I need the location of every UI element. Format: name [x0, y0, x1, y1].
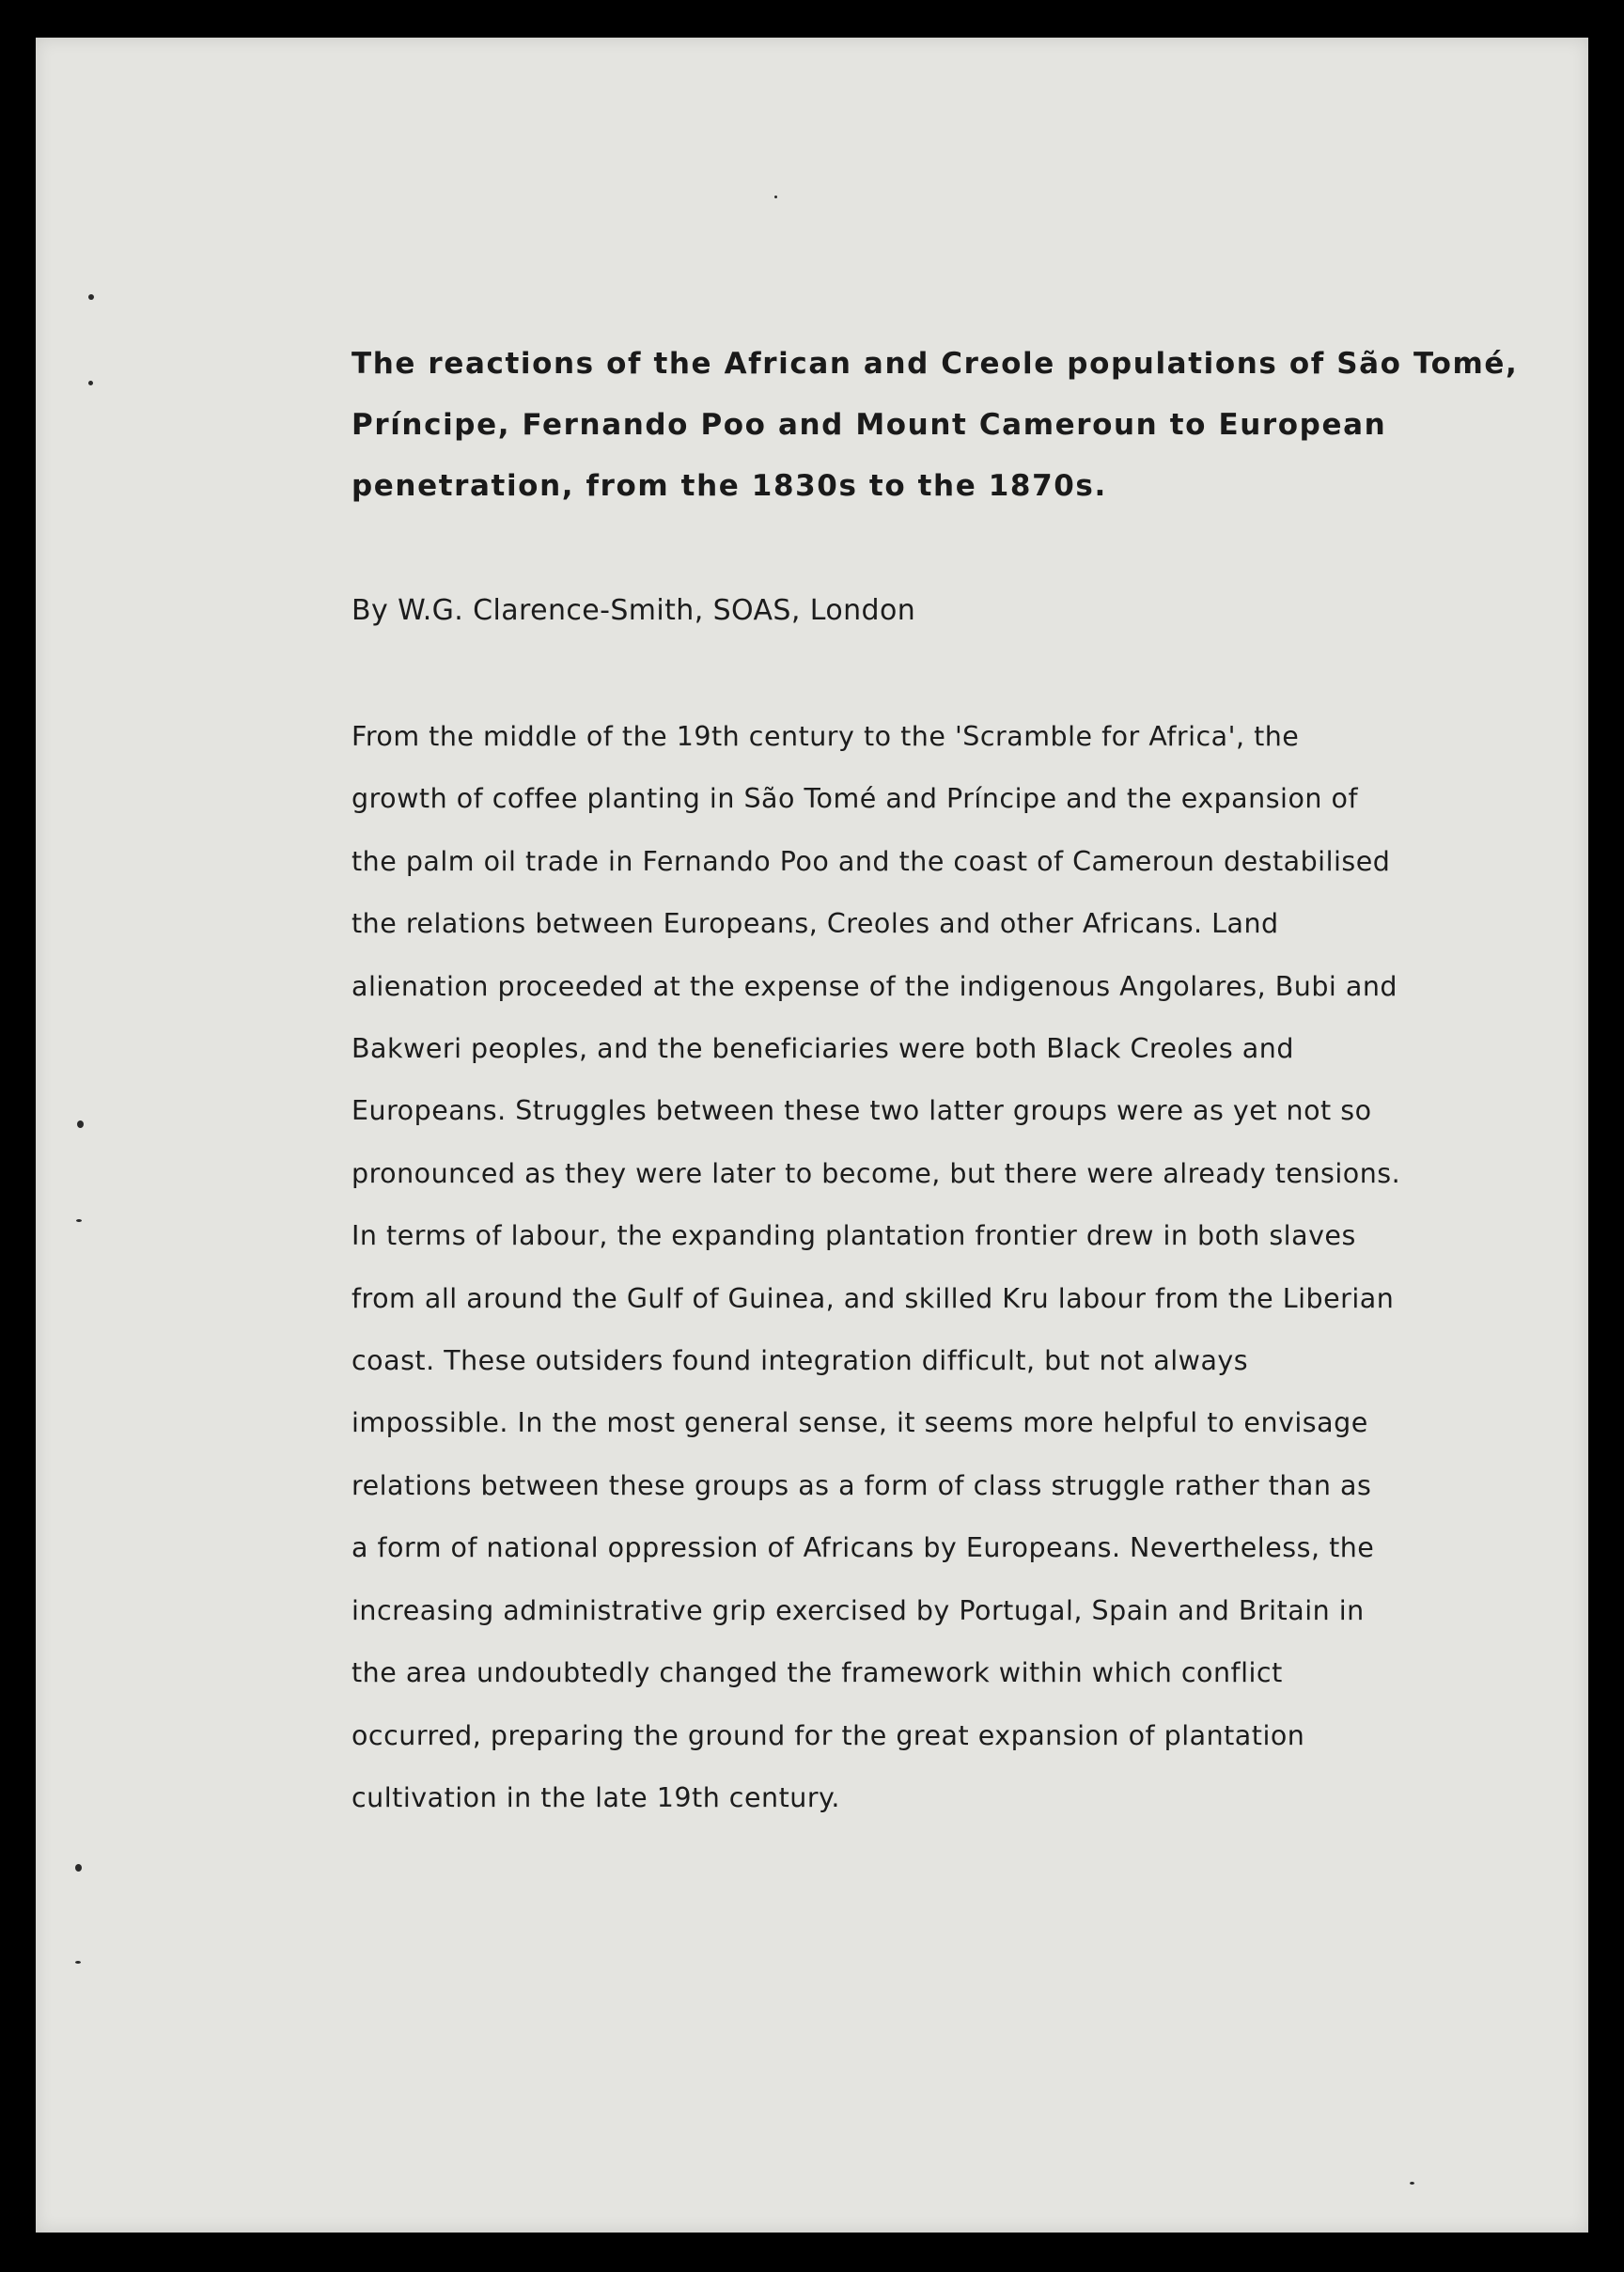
margin-speck — [774, 196, 777, 198]
paragraph-line: coast. These outsiders found integration difficult, but not always — [351, 1345, 1249, 1377]
paragraph-line: occurred, preparing the ground for the great expansion of plantation — [351, 1719, 1305, 1751]
paragraph-line: the relations between Europeans, Creoles and other Africans. Land — [351, 908, 1279, 940]
margin-speck — [1410, 2182, 1414, 2185]
paragraph-line: cultivation in the late 19th century. — [351, 1781, 840, 1813]
document-title — [351, 334, 1554, 517]
paragraph-line: the area undoubtedly changed the framework within which conflict — [351, 1657, 1283, 1689]
margin-speck — [88, 381, 93, 385]
paragraph-line: impossible. In the most general sense, it seems more helpful to envisage — [351, 1407, 1368, 1439]
title-line: Príncipe, Fernando Poo and Mount Cameroun to European — [351, 408, 1387, 442]
document-page — [36, 38, 1588, 2233]
paragraph-line: In terms of labour, the expanding plantation frontier drew in both slaves — [351, 1220, 1356, 1252]
abstract-paragraph — [351, 706, 1573, 1829]
margin-speck — [77, 1120, 84, 1128]
margin-speck — [76, 1219, 82, 1222]
paragraph-line: Bakweri peoples, and the beneficiaries were both Black Creoles and — [351, 1033, 1294, 1065]
paragraph-line: a form of national oppression of Africans by Europeans. Nevertheless, the — [351, 1532, 1375, 1564]
margin-speck — [88, 294, 94, 300]
paragraph-line: pronounced as they were later to become, but there were already tensions. — [351, 1157, 1401, 1189]
title-line: The reactions of the African and Creole populations of São Tomé, — [351, 347, 1519, 381]
paragraph-line: Europeans. Struggles between these two latter groups were as yet not so — [351, 1095, 1372, 1127]
margin-speck — [75, 1961, 81, 1964]
paragraph-line: increasing administrative grip exercised by Portugal, Spain and Britain in — [351, 1594, 1365, 1626]
paragraph-line: alienation proceeded at the expense of the indigenous Angolares, Bubi and — [351, 970, 1398, 1002]
margin-speck — [75, 1864, 82, 1872]
author-byline: By W.G. Clarence-Smith, SOAS, London — [351, 594, 916, 627]
paragraph-line: growth of coffee planting in São Tomé and Príncipe and the expansion of — [351, 783, 1359, 815]
title-line: penetration, from the 1830s to the 1870s. — [351, 469, 1107, 503]
paragraph-line: from all around the Gulf of Guinea, and skilled Kru labour from the Liberian — [351, 1282, 1395, 1314]
paragraph-line: relations between these groups as a form of class struggle rather than as — [351, 1469, 1372, 1501]
paragraph-line: From the middle of the 19th century to the 'Scramble for Africa', the — [351, 721, 1300, 752]
paragraph-line: the palm oil trade in Fernando Poo and the coast of Cameroun destabilised — [351, 845, 1391, 877]
